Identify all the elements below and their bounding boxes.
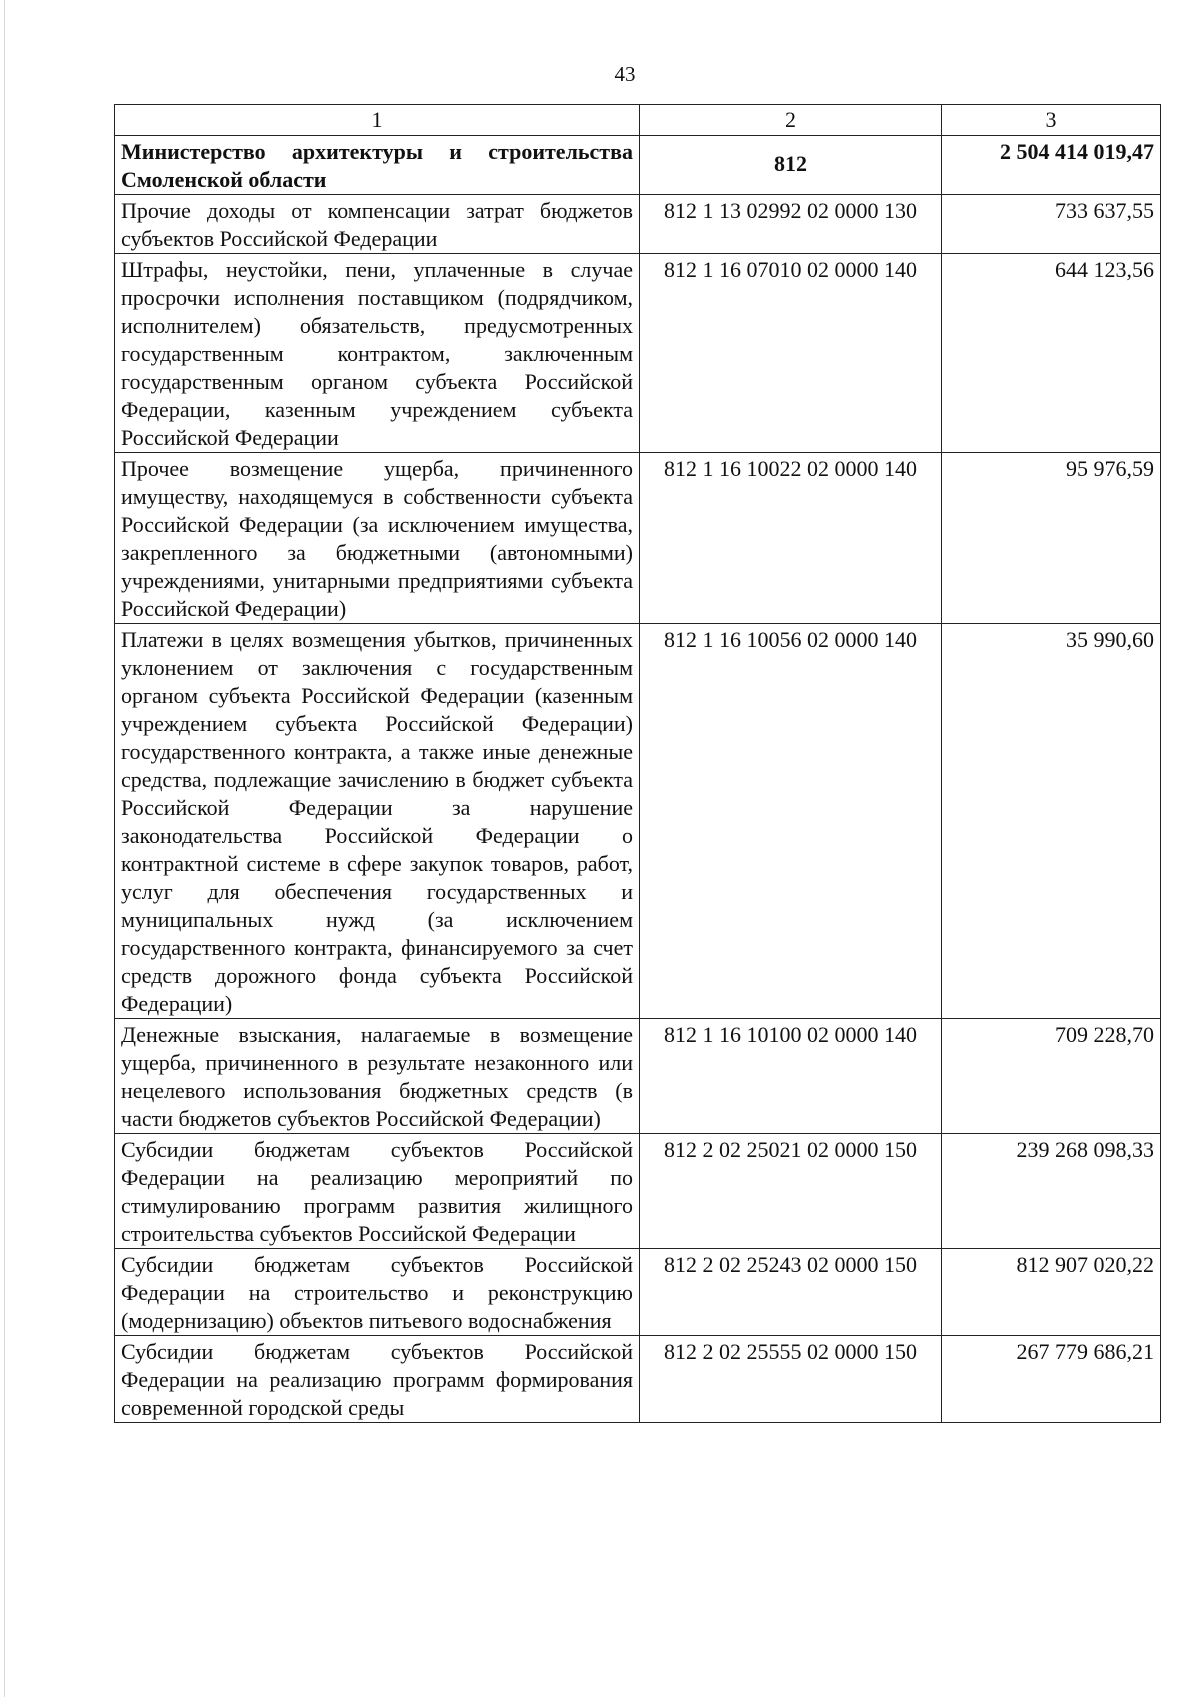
revenue-amount: 812 907 020,22 — [942, 1249, 1161, 1336]
budget-classification-code: 812 2 02 25021 02 0000 150 — [640, 1134, 942, 1249]
revenue-description: Прочие доходы от компенсации затрат бюджетов субъектов Российской Федерации — [115, 195, 640, 254]
budget-classification-code: 812 1 16 10100 02 0000 140 — [640, 1019, 942, 1134]
revenue-description: Денежные взыскания, налагаемые в возмещение ущерба, причиненного в результате незаконного или нецелевого использования бюджетных средств (в части бюджетов субъектов Российской Федерации) — [115, 1019, 640, 1134]
budget-classification-code: 812 1 16 10056 02 0000 140 — [640, 624, 942, 1019]
revenue-description: Субсидии бюджетам субъектов Российской Федерации на реализацию программ формирования современной городской среды — [115, 1336, 640, 1423]
table-row-header — [115, 136, 1161, 195]
budget-classification-code: 812 1 16 07010 02 0000 140 — [640, 254, 942, 453]
budget-classification-code: 812 1 13 02992 02 0000 130 — [640, 195, 942, 254]
budget-classification-code: 812 2 02 25555 02 0000 150 — [640, 1336, 942, 1423]
revenue-description: Министерство архитектуры и строительства Смоленской области — [115, 136, 640, 195]
revenue-amount: 239 268 098,33 — [942, 1134, 1161, 1249]
table-row — [115, 1249, 1161, 1336]
budget-revenue-table — [114, 104, 1161, 1423]
revenue-description: Субсидии бюджетам субъектов Российской Федерации на реализацию мероприятий по стимулированию программ развития жилищного строительства субъектов Российской Федерации — [115, 1134, 640, 1249]
column-number-2: 2 — [640, 105, 942, 136]
revenue-amount: 267 779 686,21 — [942, 1336, 1161, 1423]
table-row — [115, 254, 1161, 453]
revenue-amount: 35 990,60 — [942, 624, 1161, 1019]
revenue-description: Платежи в целях возмещения убытков, причиненных уклонением от заключения с государственным органом субъекта Российской Федерации (казенным учреждением субъекта Российской Федерации) государственного контракта, а также иные денежные средства, подлежащие зачислению в бюджет субъекта Российской Федерации за нарушение законодательства Российской Федерации о контрактной системе в сфере закупок товаров, работ, услуг для обеспечения государственных и муниципальных нужд (за исключением государственного контракта, финансируемого за счет средств дорожного фонда субъекта Российской Федерации) — [115, 624, 640, 1019]
revenue-amount: 709 228,70 — [942, 1019, 1161, 1134]
scan-margin-line — [4, 0, 5, 1697]
table-row — [115, 195, 1161, 254]
revenue-amount: 95 976,59 — [942, 453, 1161, 624]
revenue-description: Прочее возмещение ущерба, причиненного имуществу, находящемуся в собственности субъекта Российской Федерации (за исключением имущества, закрепленного за бюджетными (автономными) учреждениями, унитарными предприятиями субъекта Российской Федерации) — [115, 453, 640, 624]
budget-classification-code: 812 2 02 25243 02 0000 150 — [640, 1249, 942, 1336]
page-number: 43 — [614, 62, 636, 86]
revenue-description: Штрафы, неустойки, пени, уплаченные в случае просрочки исполнения поставщиком (подрядчиком, исполнителем) обязательств, предусмотренных государственным контрактом, заключенным государственным органом субъекта Российской Федерации, казенным учреждением субъекта Российской Федерации — [115, 254, 640, 453]
budget-classification-code: 812 1 16 10022 02 0000 140 — [640, 453, 942, 624]
revenue-amount: 733 637,55 — [942, 195, 1161, 254]
table-row — [115, 453, 1161, 624]
table-row — [115, 1019, 1161, 1134]
table-row — [115, 1336, 1161, 1423]
column-number-3: 3 — [942, 105, 1161, 136]
revenue-amount: 644 123,56 — [942, 254, 1161, 453]
revenue-description: Субсидии бюджетам субъектов Российской Федерации на строительство и реконструкцию (модернизацию) объектов питьевого водоснабжения — [115, 1249, 640, 1336]
revenue-amount: 2 504 414 019,47 — [942, 136, 1161, 195]
budget-classification-code: 812 — [640, 136, 942, 195]
table-row — [115, 1134, 1161, 1249]
column-number-row — [115, 105, 1161, 136]
table-row — [115, 624, 1161, 1019]
column-number-1: 1 — [115, 105, 640, 136]
